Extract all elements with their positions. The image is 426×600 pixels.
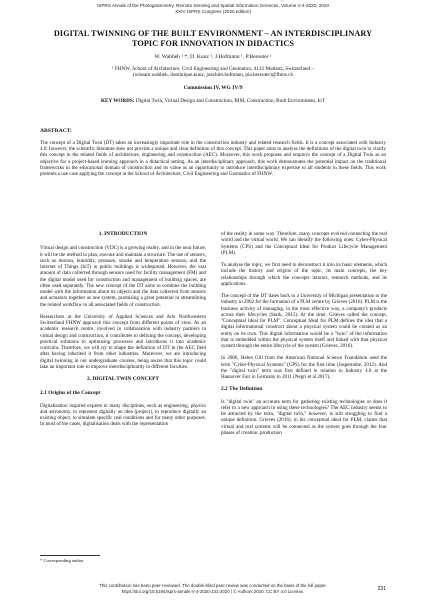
keywords-line xyxy=(40,98,386,105)
affiliation-emails: (wissam.wahbeh, dominique.kunz, joachim.hofmann, pia.bereuter)@fhnw.ch xyxy=(132,72,294,79)
commission-label: Commission IV, WG IV/9 xyxy=(183,85,243,91)
definition-paragraph-1: Is "digital twin" an accurate term for gathering existing technologies or does it refer to a new approach to using these technologies? The AEC industry seems to be attracted by the term, "digital twin," however, is still struggling to find a unique definition. Grieves (2016), in his conceptual ideal for PLM, claims that virtual and real systems will be connected as the system goes through the four phases of creation, production xyxy=(221,398,387,436)
subsection-2-2-heading: 2.2 The Definition xyxy=(221,386,263,393)
author-list: W. Wahbeh ¹ *, D. Kunz ¹, J.Hofmann ¹, P.Bereuter ¹ xyxy=(154,54,272,60)
page-number: 231 xyxy=(377,586,386,592)
origins-paragraph-1: Digitalisation inspired experts in many disciplines, such as engineering, physics and astronomy, to represent digitally an idea (project), to reproduce digitally an existing object, to simulate specific real conditions and for many other purposes. In most of the cases, digitalisation deals with the representation xyxy=(40,402,206,428)
intro-paragraph-1: Virtual design and construction (VDC) is a growing reality, and in the near future, it will be the method to plan, execute and maintain a structure. The use of sensors, such as motion, humidity, pressure, smoke and temperature sensors, and the Internet of Things (IoT) in public buildings is widespread. However, the vast amount of data collected through sensors used for facility management (FM) and the digital model used for construction and management of building spaces, are often used separately. The new concept of the DT aims to combine the building model with the information about its objects and the data collected from sensors and actuators together as one system, promising a great potential in streamlining the related workflow in all associated fields of construction. xyxy=(40,245,206,308)
abstract-heading: ABSTRACT: xyxy=(40,128,72,134)
abstract-text: The concept of a Digital Twin (DT) takes an increasingly important role in the construction industry and related research fields. It is a concept associated with Industry 4.0; however, the scientific literature does not provide a unique and clear definition of this concept. This paper aims to analyse the definitions of the digital twin to clarify this concept in the related fields of architecture, engineering and construction (AEC). Moreover, this work proposes and employs the concept of a Digital Twin as an objective for a project-based learning approach in a didactical setting. As an interdisciplinary approach, this work demonstrates the potential impact on the traditional frameworks in the educational domain of construction and its value as an opportunity to introduce interdisciplinary expertise to all students in these fields. This work presents a use case applying the concept at the School of Architecture, Civil Engineering and Geomatics of FHNW. xyxy=(40,140,386,178)
right-column xyxy=(221,231,387,442)
affiliation xyxy=(60,66,366,79)
origins-paragraph-3: To analyse the topic, we first need to deconstruct it into its basic elements, which include the history and origins of the topic, its main concepts, the key relationships through which the concepts interact, research methods, and its applications. xyxy=(221,262,387,287)
keywords-text: Digital Twin, Virtual Design and Construction, BIM, Construction, Built Environment, IoT xyxy=(134,98,326,104)
running-header-line-2: XXIV ISPRS Congress (2020 edition) xyxy=(175,9,251,14)
paper-title: DIGITAL TWINNING OF THE BUILT ENVIRONMENT – AN INTERDISCIPLINARY TOPIC FOR INNOVATION IN DIDACTICS xyxy=(53,29,373,48)
origins-paragraph-5: In 2006, Helen Gill from the American National Science Foundation used the term "Cyber-Physical Systems" (CPS) for the first time (Jaspernéite, 2012). And the "digital twin" term was first defined in relation to Industry 4.0 at the Hannover Fair in Germany in 2011 (Negri et al 2017). xyxy=(221,355,387,380)
keywords-label: KEY WORDS: xyxy=(100,98,135,104)
affiliation-line-1: ¹ FHNW, School of Architecture, Civil Engineering and Geomatics, 4132 Muttenz, Switzerland – xyxy=(112,66,314,72)
footer-doi-link[interactable]: https://doi.org/10.5194/isprs-annals-V-4-2020-231-2020 | © Authors 2020. CC BY 4.0 License. xyxy=(121,588,305,594)
intro-paragraph-2: Researchers at the University of Applied Sciences and Arts Northwestern Switzerland FHNW approach this concept from different points of view. As an academic research centre, involved in collaboration with industry partners in virtual design and construction, it contributes to defining the concept, developing practical solutions to optimising processes and introduces it into academic curricula. Therefore, we will try to shape the definition of DT in the AEC field after having inherited it from other industries. Moreover, we are introducing digital twinning in our undergraduate courses, being aware that this topic could take an important role to improve interdisciplinarity in different faculties. xyxy=(40,313,206,370)
footnote-divider xyxy=(40,555,100,556)
origins-paragraph-4: The concept of the DT dates back to a University of Michigan presentation to the industry in 2002 for the formation of a PLM centre by Grieves (2016). PLM is the business activity of managing, in the most effective way, a company's products across their lifecycles (Stark, 2015). At the time, Grieves called the concept, "Conceptual Ideal for PLM". Conceptual Ideal for PLM defines the idea that a digital informational construct about a physical system could be created as an entity on its own. This digital information would be a "twin" of the information that is embedded within the physical system itself and linked with that physical system through the entire lifecycle of the system (Grieves, 2016). xyxy=(221,293,387,349)
page-footer xyxy=(40,583,386,594)
footer-review-note: This contribution has been peer-reviewed. The double-blind peer-review was conducted on the basis of the full paper. xyxy=(99,583,327,588)
origins-paragraph-2: of the reality in some way. Therefore, many concepts evolved connecting the real world and the virtual world. We can identify the following ones: Cyber-Physical Systems (CPS) and the Conceptual Ideal for Product Lifecycle Management (PLM). xyxy=(221,231,387,256)
section-1-heading: 1. INTRODUCTION xyxy=(98,231,148,237)
footnote: * Corresponding author xyxy=(40,558,84,563)
running-header xyxy=(0,3,426,15)
running-header-line-1: ISPRS Annals of the Photogrammetry, Remote Sensing and Spatial Information Sciences, Volume V-4-2020, 2020 xyxy=(96,3,330,8)
subsection-2-1-heading: 2.1 Origins of the Concept xyxy=(40,390,101,397)
left-column xyxy=(40,231,206,434)
section-2-heading: 2. DIGITAL TWIN CONCEPT xyxy=(87,376,159,382)
